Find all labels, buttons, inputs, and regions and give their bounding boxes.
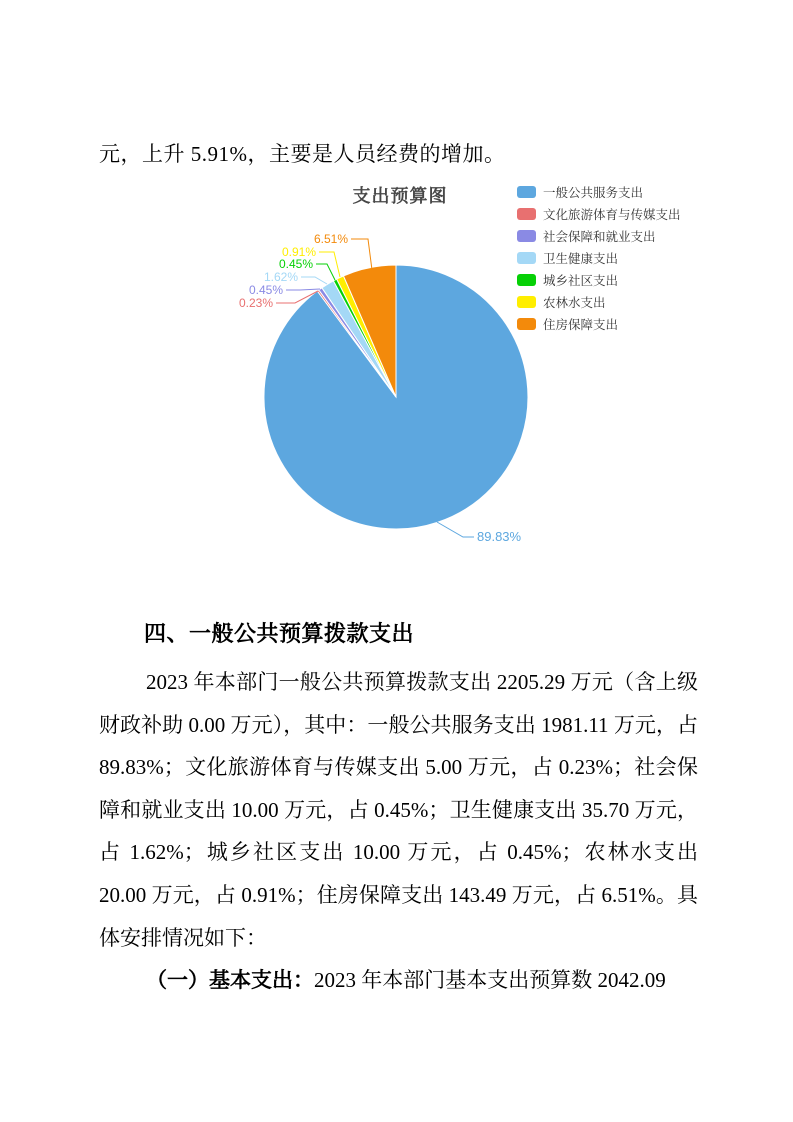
legend-swatch [517, 318, 536, 330]
legend-label: 社会保障和就业支出 [543, 230, 656, 244]
legend-swatch [517, 230, 536, 242]
legend-swatch [517, 296, 536, 308]
legend-item [517, 295, 681, 309]
legend-label: 文化旅游体育与传媒支出 [543, 208, 681, 222]
pie-percent-label: 0.45% [248, 283, 283, 297]
intro-paragraph: 元，上升 5.91%，主要是人员经费的增加。 [99, 142, 506, 166]
legend-label: 农林水支出 [543, 296, 606, 310]
pie-slices [264, 265, 528, 529]
pie-percent-label: 0.45% [278, 257, 313, 271]
body-text [99, 661, 698, 1002]
section-heading: 四、一般公共预算拨款支出 [144, 621, 415, 646]
pie-percent-label: 0.23% [238, 296, 273, 310]
legend-item [517, 251, 681, 265]
basic-expenditure-paragraph [99, 959, 698, 1002]
legend-label: 住房保障支出 [543, 318, 619, 332]
legend-swatch [517, 274, 536, 286]
pie-percent-label: 89.83% [477, 529, 522, 544]
legend-item [517, 185, 681, 199]
chart-legend [517, 185, 681, 331]
basic-expenditure-rest: 2023 年本部门基本支出预算数 2042.09 [314, 968, 666, 993]
legend-item [517, 207, 681, 221]
leader-line [301, 277, 327, 284]
legend-item [517, 273, 681, 287]
legend-swatch [517, 208, 536, 220]
legend-label: 一般公共服务支出 [543, 186, 644, 200]
leader-line [437, 522, 474, 537]
legend-label: 卫生健康支出 [543, 252, 619, 266]
legend-item [517, 229, 681, 243]
pie-percent-label: 6.51% [313, 232, 348, 246]
leader-line [351, 239, 372, 270]
leader-line [286, 289, 320, 290]
chart-title: 支出预算图 [352, 186, 448, 206]
leader-line [316, 264, 335, 280]
legend-label: 城乡社区支出 [543, 274, 619, 288]
basic-expenditure-lead: （一）基本支出： [146, 968, 314, 993]
legend-item [517, 317, 681, 331]
pie-percent-label: 1.62% [263, 270, 298, 284]
legend-swatch [517, 252, 536, 264]
budget-paragraph: 2023 年本部门一般公共预算拨款支出 2205.29 万元（含上级财政补助 0.00 万元），其中：一般公共服务支出 1981.11 万元，占 89.83%；文化旅游体育与传媒支出 5.00 万元，占 0.23%；社会保障和就业支出 10.00 万元，占 0.45%；卫生健康支出 35.70 万元，占 1.62%；城乡社区支出 10.00 万元，占 0.45%；农林水支出 20.00 万元，占 0.91%；住房保障支出 143.49 万元，占 6.51%。具体安排情况如下： [99, 670, 698, 950]
expenditure-pie-chart [0, 180, 793, 565]
legend-swatch [517, 186, 536, 198]
pie-percent-label: 0.91% [281, 245, 316, 259]
